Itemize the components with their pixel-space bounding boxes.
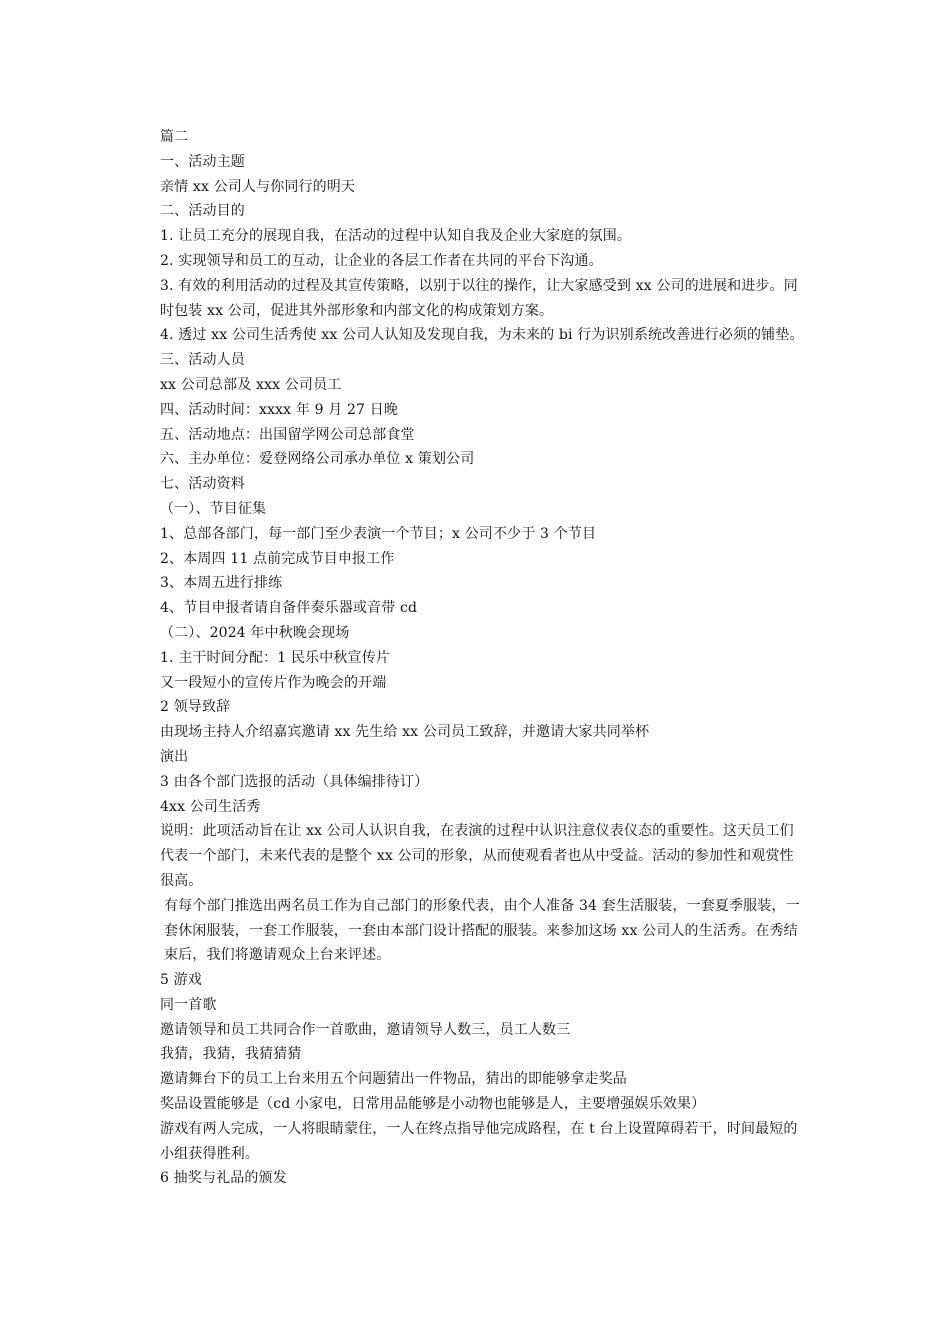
paragraph-line: 4、节目申报者请自备伴奏乐器或音带 cd — [160, 600, 418, 617]
paragraph-line: xx 公司总部及 xxx 公司员工 — [160, 376, 342, 393]
document-body — [144, 125, 807, 1191]
heading-activity-time: 四、活动时间：xxxx 年 9 月 27 日晚 — [160, 401, 399, 418]
paragraph-line: 亲情 xx 公司人与你同行的明天 — [160, 178, 356, 195]
heading-activity-location: 五、活动地点：出国留学网公司总部食堂 — [160, 426, 415, 443]
heading-activity-theme: 一、活动主题 — [160, 153, 245, 170]
paragraph-line: 演出 — [160, 748, 189, 765]
paragraph-line: 又一段短小的宣传片作为晚会的开端 — [160, 674, 387, 691]
paragraph-line: 有每个部门推选出两名员工作为自己部门的形象代表，由个人准备 34 套生活服装，一套夏季服装，一套休闲服装，一套工作服装，一套由本部门设计搭配的服装。来参加这场 xx 公司人的生活秀。在秀结束后，我们将邀请观众上台来评述。 — [164, 897, 800, 964]
paragraph-line: 说明：此项活动旨在让 xx 公司人认识自我，在表演的过程中认识注意仪表仪态的重要性。这天员工们代表一个部门，未来代表的是整个 xx 公司的形象，从而使观看者也从中受益。活动的参加性和观赏性很高。 — [160, 823, 794, 889]
subheading-program-collection: （一）、节目征集 — [160, 500, 267, 517]
paragraph-line: 1. 主干时间分配：1 民乐中秋宣传片 — [160, 649, 391, 666]
heading-organizer: 六、主办单位：爱登网络公司承办单位 x 策划公司 — [160, 451, 475, 468]
heading-activity-staff: 三、活动人员 — [160, 352, 245, 369]
paragraph-line: 由现场主持人介绍嘉宾邀请 xx 先生给 xx 公司员工致辞，并邀请大家共同举杯 — [160, 724, 650, 741]
paragraph-line: 3、本周五进行排练 — [160, 575, 283, 592]
paragraph-line: 邀请舞台下的员工上台来用五个问题猜出一件物品，猜出的即能够拿走奖品 — [160, 1071, 627, 1088]
subheading-gala-scene: （二）、2024 年中秋晚会现场 — [160, 624, 350, 641]
paragraph-line: 5 游戏 — [160, 972, 202, 989]
paragraph-line: 1. 让员工充分的展现自我，在活动的过程中认知自我及企业大家庭的氛围。 — [160, 228, 632, 245]
paragraph-line: 游戏有两人完成，一人将眼睛蒙住，一人在终点指导他完成路程，在 t 台上设置障碍若干，时间最短的小组获得胜利。 — [160, 1120, 798, 1162]
section-heading: 篇二 — [160, 129, 189, 145]
paragraph-line: 3. 有效的利用活动的过程及其宣传策略，以别于以往的操作，让大家感受到 xx 公司的进展和进步。同时包装 xx 公司，促进其外部形象和内部文化的构成策划方案。 — [160, 277, 798, 319]
paragraph-line: 2. 实现领导和员工的互动，让企业的各层工作者在共同的平台下沟通。 — [160, 252, 603, 269]
paragraph-line: 邀请领导和员工共同合作一首歌曲，邀请领导人数三，员工人数三 — [160, 1021, 571, 1038]
paragraph-line: 3 由各个部门选报的活动（具体编排待订） — [160, 773, 429, 790]
paragraph-line: 奖品设置能够是（cd 小家电，日常用品能够是小动物也能够是人，主要增强娱乐效果） — [160, 1096, 706, 1113]
heading-activity-purpose: 二、活动目的 — [160, 203, 245, 220]
heading-activity-materials: 七、活动资料 — [160, 476, 245, 493]
paragraph-line: 1、总部各部门，每一部门至少表演一个节目；x 公司不少于 3 个节目 — [160, 525, 597, 542]
paragraph-line: 同一首歌 — [160, 996, 217, 1013]
paragraph-line: 6 抽奖与礼品的颁发 — [160, 1170, 287, 1187]
paragraph-line: 我猜，我猜，我猜猜猜 — [160, 1046, 302, 1063]
paragraph-line: 2 领导致辞 — [160, 699, 231, 716]
paragraph-line: 2、本周四 11 点前完成节目申报工作 — [160, 550, 395, 567]
paragraph-line: 4. 透过 xx 公司生活秀使 xx 公司人认知及发现自我，为未来的 bi 行为识别系统改善进行必须的铺垫。 — [160, 327, 804, 344]
paragraph-line: 4xx 公司生活秀 — [160, 798, 261, 815]
